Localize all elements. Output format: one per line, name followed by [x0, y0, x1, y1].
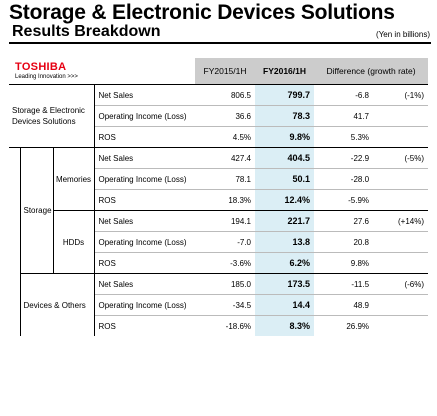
table-row: [9, 211, 428, 232]
fy2015-value: 78.1: [195, 169, 255, 190]
fy2016-value: 14.4: [255, 295, 314, 316]
fy2015-value: 36.6: [195, 106, 255, 127]
metric-label: Operating Income (Loss): [94, 106, 195, 127]
fy2015-value: -7.0: [195, 232, 255, 253]
growth-rate: [373, 295, 428, 316]
fy2015-value: -18.6%: [195, 316, 255, 337]
table-row: [9, 148, 428, 169]
fy2015-value: -3.6%: [195, 253, 255, 274]
metric-label: Net Sales: [94, 211, 195, 232]
growth-rate: [373, 127, 428, 148]
fy2015-value: 4.5%: [195, 127, 255, 148]
metric-label: Operating Income (Loss): [94, 169, 195, 190]
metric-label: Operating Income (Loss): [94, 232, 195, 253]
results-table: [9, 58, 428, 336]
title-rule: [9, 42, 431, 44]
subsegment-label-hdds: HDDs: [53, 211, 94, 274]
difference-value: 5.3%: [314, 127, 373, 148]
fy2016-value: 404.5: [255, 148, 314, 169]
indent-spacer: [9, 148, 20, 337]
growth-rate: [373, 316, 428, 337]
fy2015-value: 194.1: [195, 211, 255, 232]
metric-label: Net Sales: [94, 274, 195, 295]
growth-rate: [373, 253, 428, 274]
fy2016-value: 173.5: [255, 274, 314, 295]
difference-value: -6.8: [314, 85, 373, 106]
difference-value: -28.0: [314, 169, 373, 190]
difference-value: -5.9%: [314, 190, 373, 211]
difference-value: -22.9: [314, 148, 373, 169]
metric-label: ROS: [94, 253, 195, 274]
fy2015-value: 185.0: [195, 274, 255, 295]
difference-value: 41.7: [314, 106, 373, 127]
fy2016-value: 78.3: [255, 106, 314, 127]
toshiba-logo: TOSHIBA Leading Innovation >>>: [9, 58, 195, 85]
column-header-difference: Difference (growth rate): [314, 58, 428, 85]
subsegment-label-memories: Memories: [53, 148, 94, 211]
fy2016-value: 13.8: [255, 232, 314, 253]
table-row: [9, 274, 428, 295]
table-row: [9, 85, 428, 106]
fy2016-value: 12.4%: [255, 190, 314, 211]
difference-value: 9.8%: [314, 253, 373, 274]
difference-value: 26.9%: [314, 316, 373, 337]
growth-rate: (-6%): [373, 274, 428, 295]
metric-label: ROS: [94, 316, 195, 337]
growth-rate: [373, 232, 428, 253]
growth-rate: [373, 169, 428, 190]
fy2016-value: 50.1: [255, 169, 314, 190]
fy2015-value: 18.3%: [195, 190, 255, 211]
difference-value: 27.6: [314, 211, 373, 232]
growth-rate: [373, 190, 428, 211]
difference-value: -11.5: [314, 274, 373, 295]
growth-rate: (-5%): [373, 148, 428, 169]
page-subtitle: Results Breakdown: [12, 23, 161, 40]
column-header-fy2016: FY2016/1H: [255, 58, 314, 85]
fy2016-value: 6.2%: [255, 253, 314, 274]
difference-value: 48.9: [314, 295, 373, 316]
metric-label: ROS: [94, 190, 195, 211]
segment-label-devices: Devices & Others: [20, 274, 94, 337]
fy2015-value: 806.5: [195, 85, 255, 106]
fy2016-value: 221.7: [255, 211, 314, 232]
page-title: Storage & Electronic Devices Solutions: [9, 1, 395, 24]
fy2016-value: 799.7: [255, 85, 314, 106]
metric-label: Net Sales: [94, 148, 195, 169]
fy2015-value: -34.5: [195, 295, 255, 316]
fy2015-value: 427.4: [195, 148, 255, 169]
table-header-row: [9, 58, 428, 85]
fy2016-value: 9.8%: [255, 127, 314, 148]
unit-note: (Yen in billions): [376, 30, 430, 39]
growth-rate: (+14%): [373, 211, 428, 232]
segment-label-sed: Storage & Electronic Devices Solutions: [9, 85, 94, 148]
fy2016-value: 8.3%: [255, 316, 314, 337]
growth-rate: [373, 106, 428, 127]
segment-label-storage: Storage: [20, 148, 53, 274]
difference-value: 20.8: [314, 232, 373, 253]
growth-rate: (-1%): [373, 85, 428, 106]
metric-label: ROS: [94, 127, 195, 148]
metric-label: Operating Income (Loss): [94, 295, 195, 316]
metric-label: Net Sales: [94, 85, 195, 106]
column-header-fy2015: FY2015/1H: [195, 58, 255, 85]
